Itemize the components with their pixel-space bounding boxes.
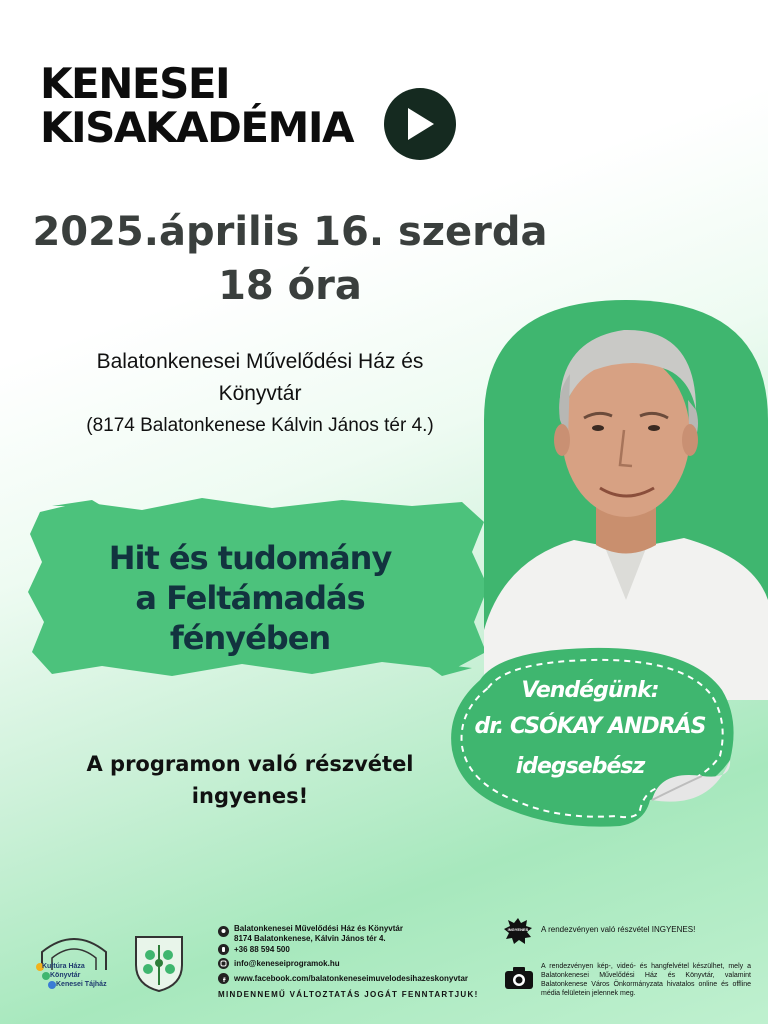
free-badge-text: INGYENES — [507, 927, 529, 932]
instagram-icon — [218, 958, 229, 969]
event-datetime — [0, 205, 580, 313]
play-icon — [384, 88, 456, 160]
location-icon — [218, 926, 229, 937]
guest-label: Vendégünk: — [521, 678, 659, 703]
free-participation-notice — [40, 748, 460, 812]
title-line1: KENESEI — [40, 59, 230, 108]
disclaimer: MINDENNEMŰ VÁLTOZTATÁS JOGÁT FENNTARTJUK! — [218, 990, 479, 999]
org-info — [234, 924, 403, 944]
venue-name-line2: Könyvtár — [218, 382, 302, 405]
topic-line2: a Feltámadás — [135, 579, 365, 617]
guest-name: dr. CSÓKAY ANDRÁS — [474, 714, 706, 739]
logo-line1: Kultúra Háza — [42, 963, 85, 970]
event-time: 18 óra — [218, 263, 362, 309]
free-notice-line1: A programon való részvétel — [86, 752, 414, 776]
email-link[interactable]: info@keneseiprogramok.hu — [234, 959, 340, 968]
org-address: 8174 Balatonkenese, Kálvin János tér 4. — [234, 934, 386, 943]
media-notice: A rendezvényen kép-, videó- és hangfelvétel készülhet, mely a Balatonkenesei Művelődési Ház és Könyvtár, valamint Balatonkenese Város Önkormányzata hivatalos online és offline média felületein jelennek meg. — [541, 963, 751, 997]
venue-name-line1: Balatonkenesei Művelődési Ház és — [96, 350, 424, 373]
topic-line3: fényében — [169, 619, 331, 657]
facebook-icon — [218, 973, 229, 984]
guest-role: idegsebész — [515, 754, 645, 779]
topic-line1: Hit és tudomány — [108, 539, 392, 577]
facebook-link[interactable]: www.facebook.com/balatonkeneseimuvelodesihazeskonyvtar — [234, 974, 469, 983]
logo-line3: Kenesei Tájház — [56, 981, 107, 988]
org-name: Balatonkenesei Művelődési Ház és Könyvtár — [234, 924, 403, 933]
event-date: 2025.április 16. szerda — [32, 209, 548, 255]
event-series-title — [40, 59, 353, 152]
phone-icon — [218, 944, 229, 955]
lecture-topic — [40, 538, 460, 658]
phone-number[interactable]: +36 88 594 500 — [234, 945, 290, 954]
camera-icon — [504, 966, 534, 990]
coat-of-arms-icon — [134, 935, 184, 993]
free-notice-line2: ingyenes! — [191, 784, 309, 808]
logo-line2: Könyvtár — [50, 972, 81, 979]
title-line2: KISAKADÉMIA — [40, 103, 353, 152]
venue-address: (8174 Balatonkenese Kálvin János tér 4.) — [86, 415, 434, 436]
logo-text — [42, 962, 107, 989]
venue — [20, 346, 500, 442]
free-text: A rendezvényen való részvétel INGYENES! — [541, 925, 696, 934]
